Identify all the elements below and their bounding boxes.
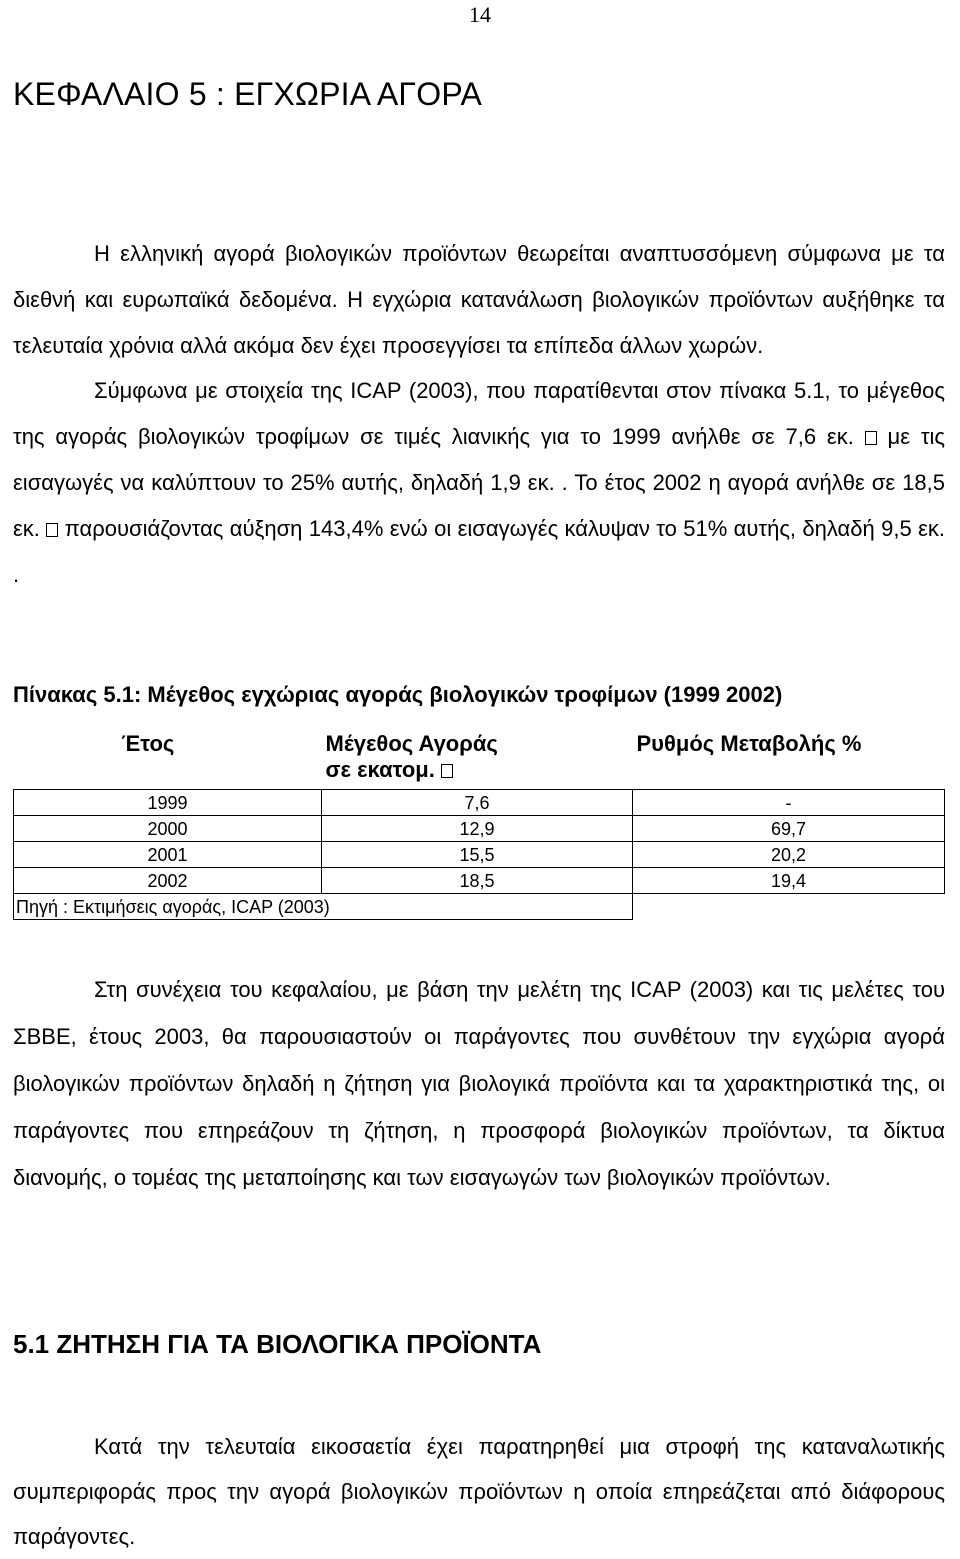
table-row	[14, 790, 945, 816]
intro-p2-part-e: .	[13, 561, 20, 587]
cell-size: 15,5	[322, 842, 633, 868]
header-change-rate: Ρυθμός Μεταβολής %	[633, 727, 945, 790]
cell-rate: 19,4	[633, 868, 945, 894]
continuation-paragraph: Στη συνέχεια του κεφαλαίου, με βάση την μελέτη της ICAP (2003) και τις μελέτες του ΣΒΒΕ, έτους 2003, θα παρουσιαστούν οι παράγοντες που συνθέτουν την εγχώρια αγορά βιολογικών προϊόντων δηλαδή η ζήτηση για βιολογικά προϊόντα και τα χαρακτηριστικά της, οι παράγοντες που επηρεάζουν τη ζήτηση, η προσφορά βιολογικών προϊόντων, τα δίκτυα διανομής, ο τομέας της μεταποίησης και των εισαγωγών των βιολογικών προϊόντων.	[13, 977, 945, 1190]
cell-rate: 20,2	[633, 842, 945, 868]
cell-size: 7,6	[322, 790, 633, 816]
intro-p2-part-c: . Το έτος 2002 η αγορά ανήλθε σε 18,5 εκ.	[13, 469, 945, 541]
intro-p2-part-d: παρουσιάζοντας αύξηση 143,4% ενώ οι εισαγωγές κάλυψαν το 51% αυτής, δηλαδή 9,5 εκ.	[64, 515, 945, 541]
table-source-empty	[633, 894, 945, 920]
table-source: Πηγή : Εκτιμήσεις αγοράς, ICAP (2003)	[14, 894, 633, 920]
section-title: 5.1 ΖΗΤΗΣΗ ΓΙΑ ΤΑ ΒΙΟΛΟΓΙΚΑ ΠΡΟΪΟΝΤΑ	[13, 1329, 542, 1359]
table-source-row	[14, 894, 945, 920]
euro-symbol-icon	[441, 764, 453, 778]
cell-year: 2001	[14, 842, 322, 868]
cell-size: 18,5	[322, 868, 633, 894]
page-number: 14	[469, 2, 491, 27]
cell-year: 2000	[14, 816, 322, 842]
section-text	[13, 1424, 945, 1559]
intro-text	[13, 231, 945, 597]
intro-paragraph-1: Η ελληνική αγορά βιολογικών προϊόντων θεωρείται αναπτυσσόμενη σύμφωνα με τα διεθνή και ευρωπαϊκά δεδομένα. Η εγχώρια κατανάλωση βιολογικών προϊόντων αυξήθηκε τα τελευταία χρόνια αλλά ακόμα δεν έχει προσεγγίσει τα επίπεδα άλλων χωρών.	[13, 241, 945, 358]
header-size-line1: Μέγεθος Αγοράς	[325, 731, 498, 756]
cell-size: 12,9	[322, 816, 633, 842]
euro-symbol-icon	[46, 523, 58, 537]
header-year: Έτος	[14, 727, 322, 790]
intro-p2-part-b: με τις εισαγωγές να καλύπτουν το 25% αυτής, δηλαδή 1,9 εκ.	[13, 424, 945, 495]
market-size-table	[13, 727, 945, 920]
header-market-size	[322, 727, 633, 790]
continuation-text	[13, 966, 945, 1201]
cell-year: 2002	[14, 868, 322, 894]
chapter-title: ΚΕΦΑΛΑΙΟ 5 : ΕΓΧΩΡΙΑ ΑΓΟΡΑ	[13, 76, 483, 112]
intro-p2-part-a: Σύμφωνα με στοιχεία της ICAP (2003), που παρατίθενται στον πίνακα 5.1, το μέγεθος της αγοράς βιολογικών τροφίμων σε τιμές λιανικής για το 1999 ανήλθε σε 7,6 εκ.	[13, 378, 945, 450]
table-header-row	[14, 727, 945, 790]
table-row	[14, 842, 945, 868]
table-row	[14, 868, 945, 894]
cell-rate: 69,7	[633, 816, 945, 842]
table-caption: Πίνακας 5.1: Μέγεθος εγχώριας αγοράς βιολογικών τροφίμων (1999 2002)	[13, 682, 783, 707]
euro-symbol-icon	[865, 431, 877, 445]
section-paragraph: Κατά την τελευταία εικοσαετία έχει παρατηρηθεί μια στροφή της καταναλωτικής συμπεριφοράς προς την αγορά βιολογικών προϊόντων η οποία επηρεάζεται από διάφορους παράγοντες.	[13, 1434, 945, 1549]
table-row	[14, 816, 945, 842]
cell-year: 1999	[14, 790, 322, 816]
header-size-line2: σε εκατομ.	[325, 757, 435, 782]
cell-rate: -	[633, 790, 945, 816]
intro-paragraph-2	[13, 368, 945, 597]
